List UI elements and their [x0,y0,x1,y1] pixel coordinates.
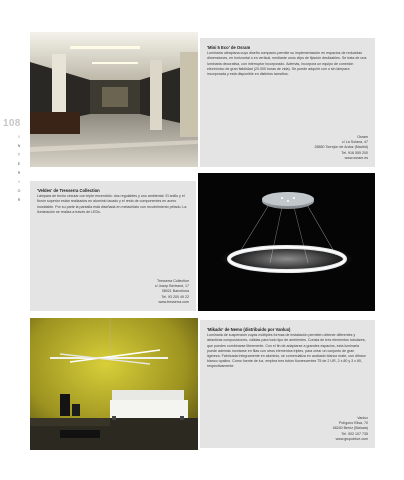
address-street: Polígono Elisa, 70 [339,421,368,426]
product-block-osram [30,32,375,167]
product-title: 'Mikado' de Nemo (distribuido por Vanlux) [207,327,291,332]
section-letter: E [17,162,21,166]
product-text-panel [30,181,196,311]
company-name: Vanlux [357,415,368,420]
address-phone: Tel. 916 555 200 [341,150,368,155]
address-website[interactable]: www.osram.es [344,155,368,160]
page-number: 108 [3,118,21,129]
product-description: Luminaria de suspensión cuyas múltiples formas de instalación permiten obtener diferentes y atractivas composiciones, válidas para todo tipo de ambientes. Consta de tres elementos tubulares, que pueden combinarse libremente. Con el fin de adaptarse a grandes espacios, esta luminaria puede además montarse en filas con otros elementos triples, para crear un conjunto de gran ligereza. Fabricada íntegramente en aluminio, se comercializa en acabado blanco mate, con difusor blanco opalino. Como fuente de luz, emplea tres tubos fluorescentes T5 de 2 UR, 2 x 80 y 3 x 80, respectivamente. [207,333,366,369]
address-phone: Tel. 93 200 49 22 [161,294,189,299]
company-address [333,416,368,442]
living-room-photo [30,318,198,450]
product-description: Lámpara de techo circular con triple encendido: dos regulables y uno ambiental. El anillo y el florón superior están realizados en aluminio lacado y el resto de componentes en acero inoxidable. Por su parte la pantalla está diseñada en metacrilato con recubrimiento pélado. La iluminación se realiza a través de LEDs. [37,194,187,214]
address-street: c/ La Solana, 47 [342,140,368,145]
address-street: c/ Josep Bertrand, 17 [154,284,189,289]
address-website[interactable]: www.grupoblue.com [335,436,368,441]
ring-lamp-photo [198,173,375,311]
product-description: Luminaria ultraplana cuyo diseño compacto permite su implementación en espacios de reducidas dimensiones, en horizontal o en vertical, mediante unos clips de fijación deslizables. Se trata de una luminaria decorativa, con interruptor incorporado. Además, incorpora un equipo de conexión electrónico de gran fiabilidad (20.000 horas de vida). Se puede adquirir con o sin lámpara incorporada y está disponible en distintos tamaños. [207,51,367,77]
ring-lamp-illustration [198,173,375,311]
product-block-tresserra [30,173,375,311]
company-address [315,135,368,161]
product-text-panel [200,38,375,167]
address-city: 48240 Berriz (Bizkaia) [332,426,368,431]
company-address [155,279,189,305]
address-phone: Tel. 902 107 735 [341,431,368,436]
section-letter: I [18,135,20,139]
lobby-photo-illustration [30,32,198,167]
section-letter: O [17,189,21,193]
lobby-photo [30,32,198,167]
section-letter: R [17,198,21,202]
address-city: 08021 Barcelona [161,289,189,294]
product-title: 'Veldes' de Tresserra Collection [37,188,100,193]
living-room-illustration [30,318,198,450]
product-block-nemo [30,318,375,450]
product-title: 'Mini 5 Eco' de Osram [207,45,251,50]
section-letter: I [18,180,20,184]
section-letter: T [17,153,21,157]
address-website[interactable]: www.tresserra.com [158,299,189,304]
product-text-panel [200,320,375,448]
section-letters [16,133,22,205]
section-letter: N [17,144,21,148]
company-name: Tresserra Collection [156,278,189,283]
company-name: Osram [357,134,368,139]
section-letter: R [17,171,21,175]
address-city: 28850 Torrejón de Ardoz (Madrid) [314,145,368,150]
